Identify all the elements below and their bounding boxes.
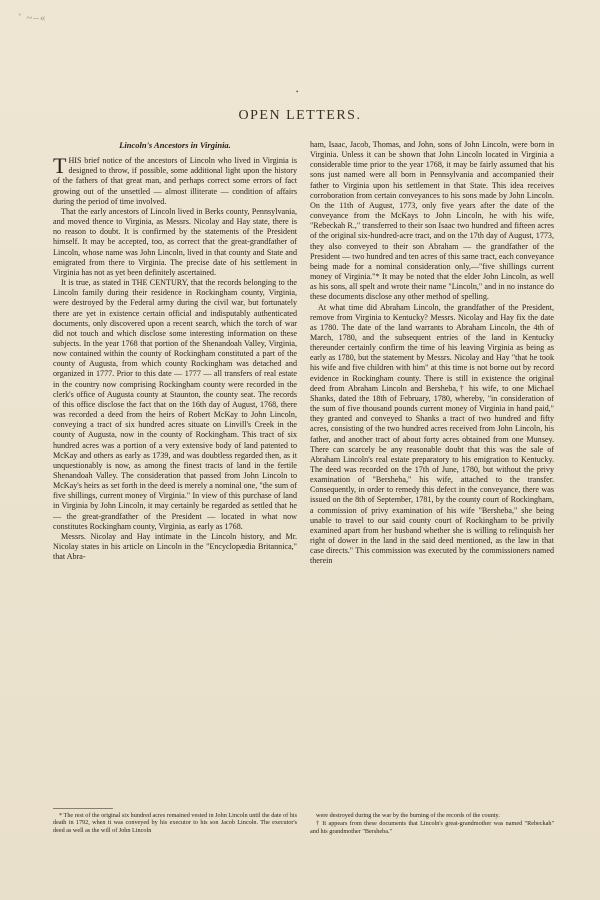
running-header: OPEN LETTERS. — [238, 108, 362, 123]
footnote: * The rest of the original six hundred acres remained vested in John Lincoln until the date of his death in 1792, when it was conveyed by his executor to his son Jacob Lincoln. The executor's deed as well as the will of John Lincoln — [53, 812, 297, 834]
paragraph: Messrs. Nicolay and Hay intimate in the Lincoln history, and Mr. Nicolay states in his article on Lincoln in the "Encyclopædia Britannica," that Abra- — [53, 531, 297, 562]
article-title: Lincoln's Ancestors in Virginia. — [119, 140, 231, 150]
paragraph: At what time did Abraham Lincoln, the grandfather of the President, remove from Virginia to Kentucky? Messrs. Nicolay and Hay fix the date as 1780. The date of the land warrants to Abraham Lincoln, the 4th of March, 1780, and the subsequent entries of the land in Kentucky thereunder certainly confirm the time of his leaving Virginia as being as early as 1780, but the statement by Messrs. Nicolay and Hay "that he took his wife and five children with him" at this time is not borne out by record evidence in Rockingham county. There is still in existence the original deed from Abraham Lincoln and Bersheba,† his wife, to one Michael Shanks, dated the 18th of February, 1780, whereby, "in consideration of the sum of five thousand pounds current money of Virginia in hand paid," they granted and conveyed to Shanks a tract of two hundred and fifty acres, consisting of the two hundred acres received from John Lincoln, his father, and another tract of about forty acres obtained from one Munsey. There can scarcely be any reasonable doubt that this was the sale of Abraham Lincoln's real estate preparatory to his emigration to Kentucky. The deed was recorded on the 17th of June, 1780, but without the privy examination of "Bersheba," his wife, attached to the transfer. Consequently, in order to remedy this defect in the conveyance, there was issued on the 8th of September, 1781, by the county court of Rockingham, a commission of privy examination of his wife "Bersheba," she being unable to travel to our said county court of Rockingham to be privily examined apart from her husband whether she is willing to relinquish her right of dower in the land in the said deed mentioned, as the law in that case directs." This commission was executed by the commissioners named therein — [310, 302, 554, 566]
paragraph: It is true, as stated in THE CENTURY, that the records belonging to the Lincoln family during their residence in Rockingham county, Virginia, were destroyed by the Federal army during the civil war, but fortunately there are yet in existence certain official and indisputably authenticated documents, only discovered upon a recent search, which the torch of war did not touch and which disclose some interesting information on these subjects. In the year 1768 that portion of the Shenandoah Valley, Virginia, now contained within the county of Rockingham constituted a part of the county of Augusta, from which county Rockingham was detached and organized in 1777. Prior to this date — 1777 — all transfers of real estate in the country now comprising Rockingham county were recorded in the clerk's office of Augusta county at Staunton, the county seat. The records of this office disclose the fact that on the 16th day of August, 1768, there was recorded a deed from the heirs of Robert McKay to John Lincoln, conveying a tract of six hundred acres situate on Linvill's Creek in the county of Augusta, now in the county of Rockingham. This tract of six hundred acres was a portion of a very extensive body of land patented to McKay and others as early as 1739, and was doubtless regarded then, as it unquestionably is now, as among the finest tracts of land in the fertile Shenandoah Valley. The consideration that passed from John Lincoln to McKay's heirs as set forth in the deed is merely a nominal one, "the sum of five shillings, current money of Virginia." In view of this purchase of land in Virginia by John Lincoln, it may certainly be regarded as settled that he — the great-grandfather of the President — located in what now constitutes Rockingham county, Virginia, as early as 1768. — [53, 278, 297, 531]
paragraph: That the early ancestors of Lincoln lived in Berks county, Pennsylvania, and moved thence to Virginia, as Messrs. Nicolay and Hay state, there is no reason to doubt. It is confirmed by the statements of the President himself. It may be accepted, too, as correct that the great-grandfather of Lincoln, whose name was John Lincoln, lived in that county and State and emigrated from there to Virginia. The precise date of his settlement in Virginia has not as yet been definitely ascertained. — [53, 206, 297, 277]
paragraph — [53, 153, 297, 207]
page-dot: • — [296, 88, 299, 96]
footnotes-right — [310, 812, 554, 836]
drop-cap: T — [53, 153, 67, 179]
right-column — [310, 140, 554, 567]
footnote: were destroyed during the war by the burning of the records of the county. — [316, 812, 500, 819]
left-column — [53, 140, 297, 562]
footnote: † It appears from these documents that Lincoln's great-grandmother was named "Rebeckah" and his grandmother "Bersheba." — [310, 820, 554, 835]
footnotes-left — [53, 812, 297, 835]
paragraph: ham, Isaac, Jacob, Thomas, and John, sons of John Lincoln, were born in Virginia. Unless it can be shown that John Lincoln located in Virginia a considerable time prior to the year 1768, it may be fairly assumed that his sons just named were all born in Pennsylvania and accompanied their father to Virginia upon his settlement in that State. This idea receives corroboration from certain conveyances to his sons made by John Lincoln. On the 11th of August, 1773, only five years after the date of the conveyance from the McKays to John Lincoln, he with his wife, "Rebeckah R.," transferred to their son Isaac two hundred and fifteen acres of the original six-hundred-acre tract, and on the 17th day of August, 1773, they also conveyed to their son Abraham — the grandfather of the President — two hundred and ten acres of this same tract, each conveyance being made for a nominal consideration only,—"five shillings current money of Virginia."* It may be noted that the elder John Lincoln, as well as his sons, all spelt and wrote their name "Lincoln," and in no instance do these documents disclose any other method of spelling. — [310, 140, 554, 302]
corner-mark: ˚ ~–« — [18, 12, 47, 24]
footnote-rule — [53, 808, 113, 809]
paragraph-text: HIS brief notice of the ancestors of Lincoln who lived in Virginia is designed to throw, if possible, some additional light upon the history of the fathers of that great man, and perhaps correct some errors of fact growing out of the unsettled — almost illiterate — condition of affairs during the period of time involved. — [53, 156, 297, 206]
